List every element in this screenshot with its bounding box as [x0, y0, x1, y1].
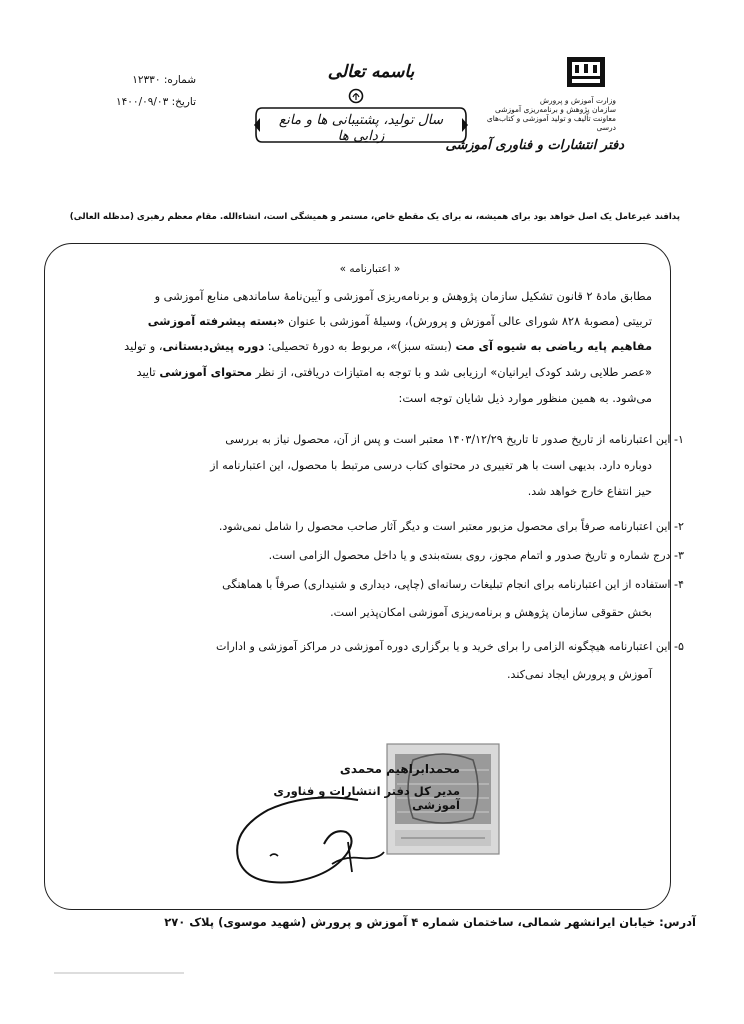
education-level: دوره پیش‌دبستانی	[162, 339, 265, 353]
basmala-heading: باسمه تعالی	[327, 62, 415, 82]
emblem-icon	[348, 88, 364, 104]
org-line-1: وزارت آموزش و پرورش	[539, 96, 616, 105]
item-1-line-2: دوباره دارد. بدیهی است با هر تغییری در محتوای کتاب درسی مرتبط با محصول، این اعتبارنامه از	[210, 459, 652, 472]
intro-line-4	[92, 365, 652, 379]
item-4-line-2: بخش حقوقی سازمان پژوهش و برنامه‌ریزی آموزشی امکان‌پذیر است.	[330, 606, 652, 619]
item-5-line-1: ۵- این اعتبارنامه هیچگونه الزامی را برای خرید و یا برگزاری دوره آموزشی در مراکز آموزشی و ادارات	[216, 640, 684, 653]
org-line-3: معاونت تألیف و تولید آموزشی و کتاب‌های درسی	[486, 114, 616, 132]
signatory-title: مدیر کل دفتر انتشارات و فناوری آموزشی	[273, 784, 460, 812]
number-value: ۱۲۳۳۰	[132, 74, 161, 86]
handwritten-signature-icon	[228, 782, 424, 894]
item-4-line-1: ۴- استفاده از این اعتبارنامه برای انجام تبلیغات رسانه‌ای (چاپی، دیداری و شنیداری) صرفاً با هماهنگی	[222, 578, 684, 591]
intro-text: ، و تولید	[124, 339, 163, 353]
intro-line-1: مطابق مادهٔ ۲ قانون تشکیل سازمان پژوهش و برنامه‌ریزی آموزشی و آیین‌نامهٔ ساماندهی منابع آموزشی و	[154, 289, 652, 303]
org-line-2: سازمان پژوهش و برنامه‌ریزی آموزشی	[494, 105, 616, 114]
item-2: ۲- این اعتبارنامه صرفاً برای محصول مزبور معتبر است و دیگر آثار صاحب محصول را شامل نمی‌شود.	[218, 520, 684, 533]
signatory-name: محمدابراهیم محمدی	[339, 762, 460, 776]
product-title: «بسته پیشرفته آموزشی	[147, 314, 285, 328]
product-title-cont: مفاهیم پایه ریاضی به شیوه آی مت	[455, 339, 652, 353]
document-title: « اعتبارنامه »	[339, 263, 401, 275]
item-5-line-2: آموزش و پرورش ایجاد نمی‌کند.	[507, 668, 652, 681]
approval-aspect: محتوای آموزشی	[159, 365, 253, 379]
number-label: شماره:	[163, 74, 196, 86]
divider	[54, 972, 184, 974]
organization-block	[466, 96, 616, 132]
item-1-line-3: حیز انتفاع خارج خواهد شد.	[527, 485, 652, 498]
intro-line-5: می‌شود. به همین منظور موارد ذیل شایان توجه است:	[398, 391, 652, 405]
intro-text: (بسته سبز)»، مربوط به دورهٔ تحصیلی:	[264, 339, 456, 353]
address-line: آدرس: خیابان ایرانشهر شمالی، ساختمان شماره ۴ آموزش و پرورش (شهید موسوی) پلاک ۲۷۰	[164, 915, 696, 929]
leader-quote: پدافند غیرعامل یک اصل خواهد بود برای همیشه، نه برای یک مقطع خاص، مستمر و همیشگی است، انشاءالله. مقام معظم رهبری (مدظله العالی)	[69, 212, 680, 222]
intro-line-2	[92, 314, 652, 328]
intro-text: «عصر طلایی رشد کودک ایرانیان» ارزیابی شد و با توجه به امتیازات دریافتی، از نظر	[252, 365, 652, 379]
org-department: دفتر انتشارات و فناوری آموزشی	[445, 138, 624, 153]
item-1-line-1: ۱- این اعتبارنامه از تاریخ صدور تا تاریخ ۱۴۰۳/۱۲/۲۹ معتبر است و پس از آن، محصول نیاز به بررسی	[225, 433, 684, 446]
intro-text: تربیتی (مصوبهٔ ۸۲۸ شورای عالی آموزش و پرورش)، وسیلهٔ آموزشی با عنوان	[284, 314, 652, 328]
year-slogan: سال تولید، پشتیبانی ها و مانع زدایی ها	[278, 112, 444, 144]
letter-number	[66, 74, 196, 86]
item-3: ۳- درج شماره و تاریخ صدور و اتمام مجوز، روی بسته‌بندی و یا داخل محصول الزامی است.	[268, 549, 684, 562]
date-value: ۱۴۰۰/۰۹/۰۳	[116, 96, 169, 108]
letter-date	[66, 96, 196, 108]
intro-line-3	[92, 339, 652, 353]
ministry-logo-icon	[566, 56, 606, 88]
intro-text: تایید	[136, 365, 160, 379]
date-label: تاریخ:	[171, 96, 196, 108]
